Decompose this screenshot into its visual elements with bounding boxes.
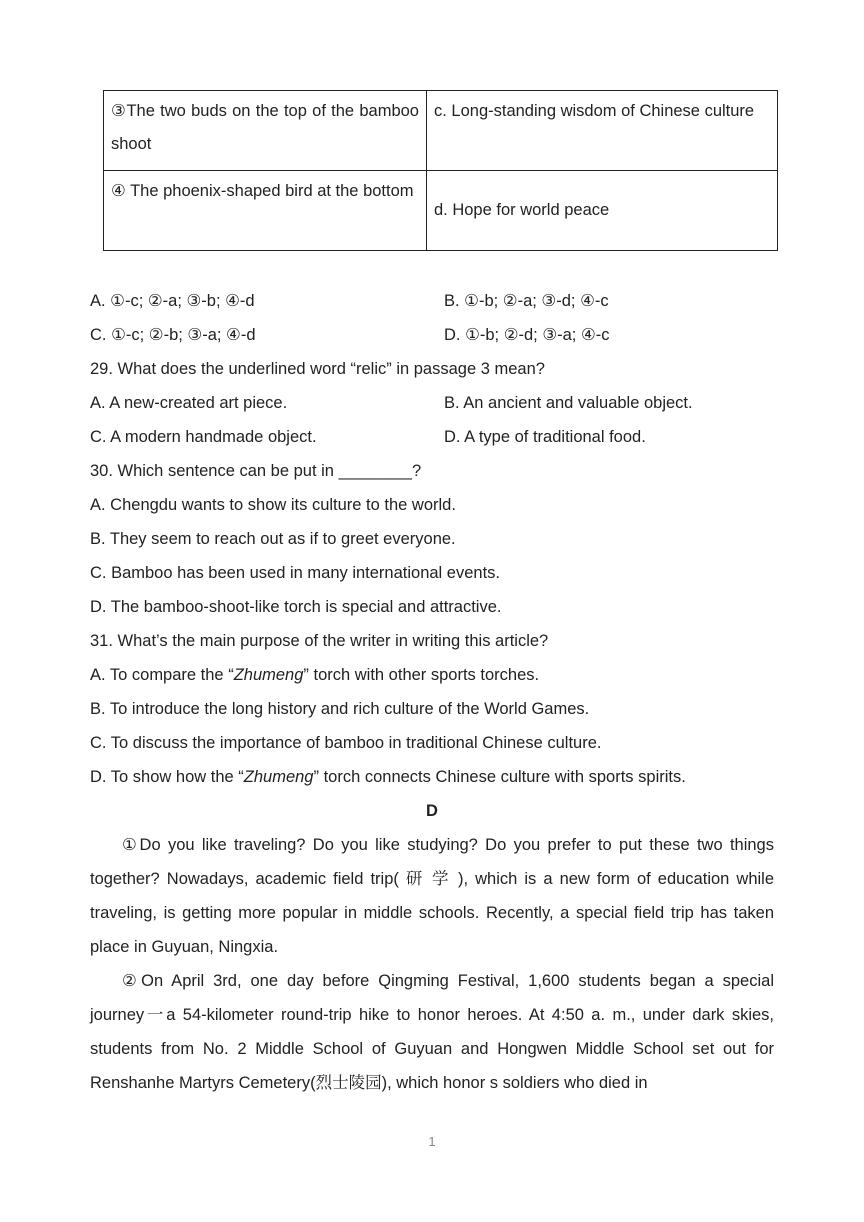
q29-question: 29. What does the underlined word “relic” in passage 3 mean? xyxy=(90,360,545,378)
table-cell-meaning: c. Long-standing wisdom of Chinese culture xyxy=(427,91,778,171)
matching-table xyxy=(103,90,778,251)
option-text: A. To compare the “ xyxy=(90,666,234,684)
option-c: C. To discuss the importance of bamboo in traditional Chinese culture. xyxy=(90,734,602,752)
document-body xyxy=(90,284,774,1100)
option-b: B. An ancient and valuable object. xyxy=(444,394,693,412)
q28-options-row xyxy=(90,284,774,318)
option-a: A. ①-c; ②-a; ③-b; ④-d xyxy=(90,292,255,310)
page-number: 1 xyxy=(428,1134,436,1149)
table-row xyxy=(104,91,778,171)
q31-question: 31. What’s the main purpose of the writer in writing this article? xyxy=(90,632,549,650)
option-text: ” torch with other sports torches. xyxy=(303,666,540,684)
table-cell-meaning: d. Hope for world peace xyxy=(427,171,778,251)
table-cell-item: ③The two buds on the top of the bamboo shoot xyxy=(104,91,427,171)
paragraph: ②On April 3rd, one day before Qingming Festival, 1,600 students began a special journey一a 54-kilometer round-trip hike to honor heroes. At 4:50 a. m., under dark skies, students from No. 2 Middle School of Guyuan and Hongwen Middle School set out for Renshanhe Martyrs Cemetery(烈士陵园), which honor s soldiers who died in xyxy=(90,972,774,1092)
q29-options-row xyxy=(90,386,774,420)
table-row xyxy=(104,171,778,251)
option-d: D. ①-b; ②-d; ③-a; ④-c xyxy=(444,326,610,344)
option-emphasis: Zhumeng xyxy=(243,768,314,786)
q28-options-row xyxy=(90,318,774,352)
q29-options-row xyxy=(90,420,774,454)
option-a: A. Chengdu wants to show its culture to the world. xyxy=(90,496,456,514)
option-c: C. ①-c; ②-b; ③-a; ④-d xyxy=(90,326,256,344)
option-text: D. To show how the “ xyxy=(90,768,244,786)
option-d xyxy=(90,760,774,794)
option-d: D. The bamboo-shoot-like torch is special and attractive. xyxy=(90,598,502,616)
option-c: C. A modern handmade object. xyxy=(90,428,317,446)
option-b: B. To introduce the long history and rich culture of the World Games. xyxy=(90,700,590,718)
option-a xyxy=(90,658,774,692)
option-text: ” torch connects Chinese culture with sports spirits. xyxy=(313,768,686,786)
option-a: A. A new-created art piece. xyxy=(90,394,288,412)
table-cell-item: ④ The phoenix-shaped bird at the bottom xyxy=(104,171,427,251)
q30-question: 30. Which sentence can be put in ________? xyxy=(90,462,422,480)
section-heading: D xyxy=(426,802,438,820)
option-b: B. They seem to reach out as if to greet everyone. xyxy=(90,530,456,548)
option-c: C. Bamboo has been used in many international events. xyxy=(90,564,501,582)
paragraph: ①Do you like traveling? Do you like studying? Do you prefer to put these two things together? Nowadays, academic field trip( 研 学 ), which is a new form of education while traveling, is getting more popular in middle schools. Recently, a special field trip has taken place in Guyuan, Ningxia. xyxy=(90,836,774,956)
option-b: B. ①-b; ②-a; ③-d; ④-c xyxy=(444,292,609,310)
option-d: D. A type of traditional food. xyxy=(444,428,646,446)
option-emphasis: Zhumeng xyxy=(233,666,304,684)
